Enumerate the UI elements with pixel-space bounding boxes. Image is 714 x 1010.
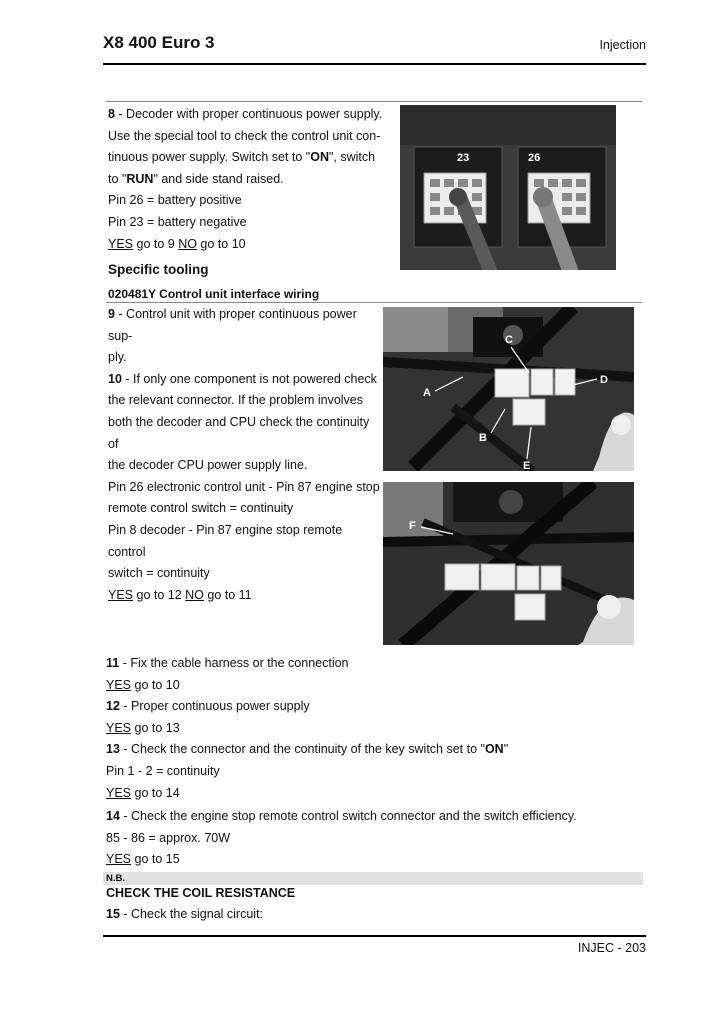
yes-label: YES bbox=[106, 677, 132, 692]
callout-e: E bbox=[523, 460, 531, 471]
step-text: tinuous power supply. Switch set to "ON", switch bbox=[108, 150, 376, 165]
pin-value: 85 - 86 = approx. 70W bbox=[106, 830, 231, 845]
step-number: 12 bbox=[106, 699, 120, 714]
step-number: 11 bbox=[106, 656, 120, 670]
callout-d: D bbox=[600, 374, 608, 386]
step-text: - Check the engine stop remote control switch connector and the switch efficiency. bbox=[119, 809, 577, 823]
tool-name: 020481Y Control unit interface wiring bbox=[108, 287, 320, 301]
connector-26-label: 26 bbox=[528, 152, 541, 164]
connector-photo bbox=[400, 105, 616, 270]
no-label: NO bbox=[178, 236, 197, 251]
table-rule-middle bbox=[106, 302, 642, 303]
wiring-photo-a-e bbox=[383, 307, 634, 471]
page-number: INJEC - 203 bbox=[577, 941, 646, 955]
page-title: X8 400 Euro 3 bbox=[103, 33, 215, 52]
pin-value: Pin 26 = battery positive bbox=[108, 193, 242, 208]
step-text: - Check the connector and the continuity of the key switch set to " bbox=[119, 742, 485, 757]
connector-23-label: 23 bbox=[457, 152, 470, 164]
yes-label: YES bbox=[106, 720, 132, 735]
callout-c: C bbox=[505, 334, 513, 346]
step-14-block bbox=[106, 806, 646, 871]
decision-line: YES go to 12 NO go to 11 bbox=[108, 587, 252, 602]
step-text: Use the special tool to check the control unit con- bbox=[108, 128, 381, 143]
step-text: the decoder CPU power supply line. bbox=[108, 458, 308, 473]
decision-line: YES go to 10 bbox=[106, 677, 180, 692]
step-8-block bbox=[108, 104, 393, 255]
step-text: both the decoder and CPU check the continuity of bbox=[108, 414, 370, 451]
step-15-block bbox=[106, 904, 646, 926]
step-text: - Fix the cable harness or the connection bbox=[119, 656, 349, 670]
step-text: - If only one component is not powered check bbox=[121, 371, 377, 386]
step-number: 15 bbox=[106, 907, 120, 921]
step-9-10-block bbox=[108, 304, 380, 606]
specific-tooling-heading: Specific tooling bbox=[108, 262, 209, 277]
step-number: 14 bbox=[106, 809, 120, 823]
step-text: the relevant connector. If the problem involves bbox=[108, 393, 364, 408]
yes-label: YES bbox=[106, 785, 132, 800]
steps-11-13-block: 11 - Fix the cable harness or the connection YES go to 10 12 - Proper continuous power supply YES go to 13 13 - Check the connector and the continuity of the key switch set to "ON" Pin 1 - 2 = continuity YES go to 14 bbox=[106, 653, 646, 804]
callout-f: F bbox=[409, 520, 416, 532]
step-number: 13 bbox=[106, 742, 120, 757]
pin-value: remote control switch = continuity bbox=[108, 501, 294, 516]
header-rule bbox=[103, 63, 646, 65]
yes-label: YES bbox=[108, 587, 134, 602]
table-rule-top bbox=[106, 101, 642, 102]
yes-label: YES bbox=[108, 236, 134, 251]
pin-value: Pin 23 = battery negative bbox=[108, 214, 247, 229]
decision-line: YES go to 15 bbox=[106, 852, 180, 867]
footer-rule bbox=[103, 935, 646, 937]
step-text: - Proper continuous power supply bbox=[119, 699, 310, 714]
pin-value: switch = continuity bbox=[108, 566, 210, 581]
section-name: Injection bbox=[599, 38, 646, 52]
wiring-photo-f bbox=[383, 482, 634, 645]
pin-value: Pin 8 decoder - Pin 87 engine stop remote control bbox=[108, 522, 343, 559]
pin-value: Pin 26 electronic control unit - Pin 87 engine stop bbox=[108, 479, 380, 494]
decision-line: YES go to 9 NO go to 10 bbox=[108, 236, 246, 251]
note-label: N.B. bbox=[106, 873, 125, 884]
decision-line: YES go to 14 bbox=[106, 785, 180, 800]
step-text: - Decoder with proper continuous power supply. bbox=[114, 107, 383, 121]
step-number: 9 bbox=[108, 307, 115, 321]
callout-a: A bbox=[423, 387, 431, 399]
step-text: ply. bbox=[108, 350, 127, 365]
step-text: to "RUN" and side stand raised. bbox=[108, 171, 284, 186]
pin-value: Pin 1 - 2 = continuity bbox=[106, 763, 220, 778]
step-number: 10 bbox=[108, 371, 122, 386]
note-bar bbox=[103, 872, 643, 885]
step-text: - Check the signal circuit: bbox=[119, 907, 264, 921]
callout-b: B bbox=[479, 432, 487, 444]
note-text: CHECK THE COIL RESISTANCE bbox=[106, 886, 296, 900]
step-number: 8 bbox=[108, 107, 115, 121]
yes-label: YES bbox=[106, 852, 132, 867]
no-label: NO bbox=[185, 587, 204, 602]
step-text: - Control unit with proper continuous power sup- bbox=[108, 307, 357, 343]
decision-line: YES go to 13 bbox=[106, 720, 180, 735]
